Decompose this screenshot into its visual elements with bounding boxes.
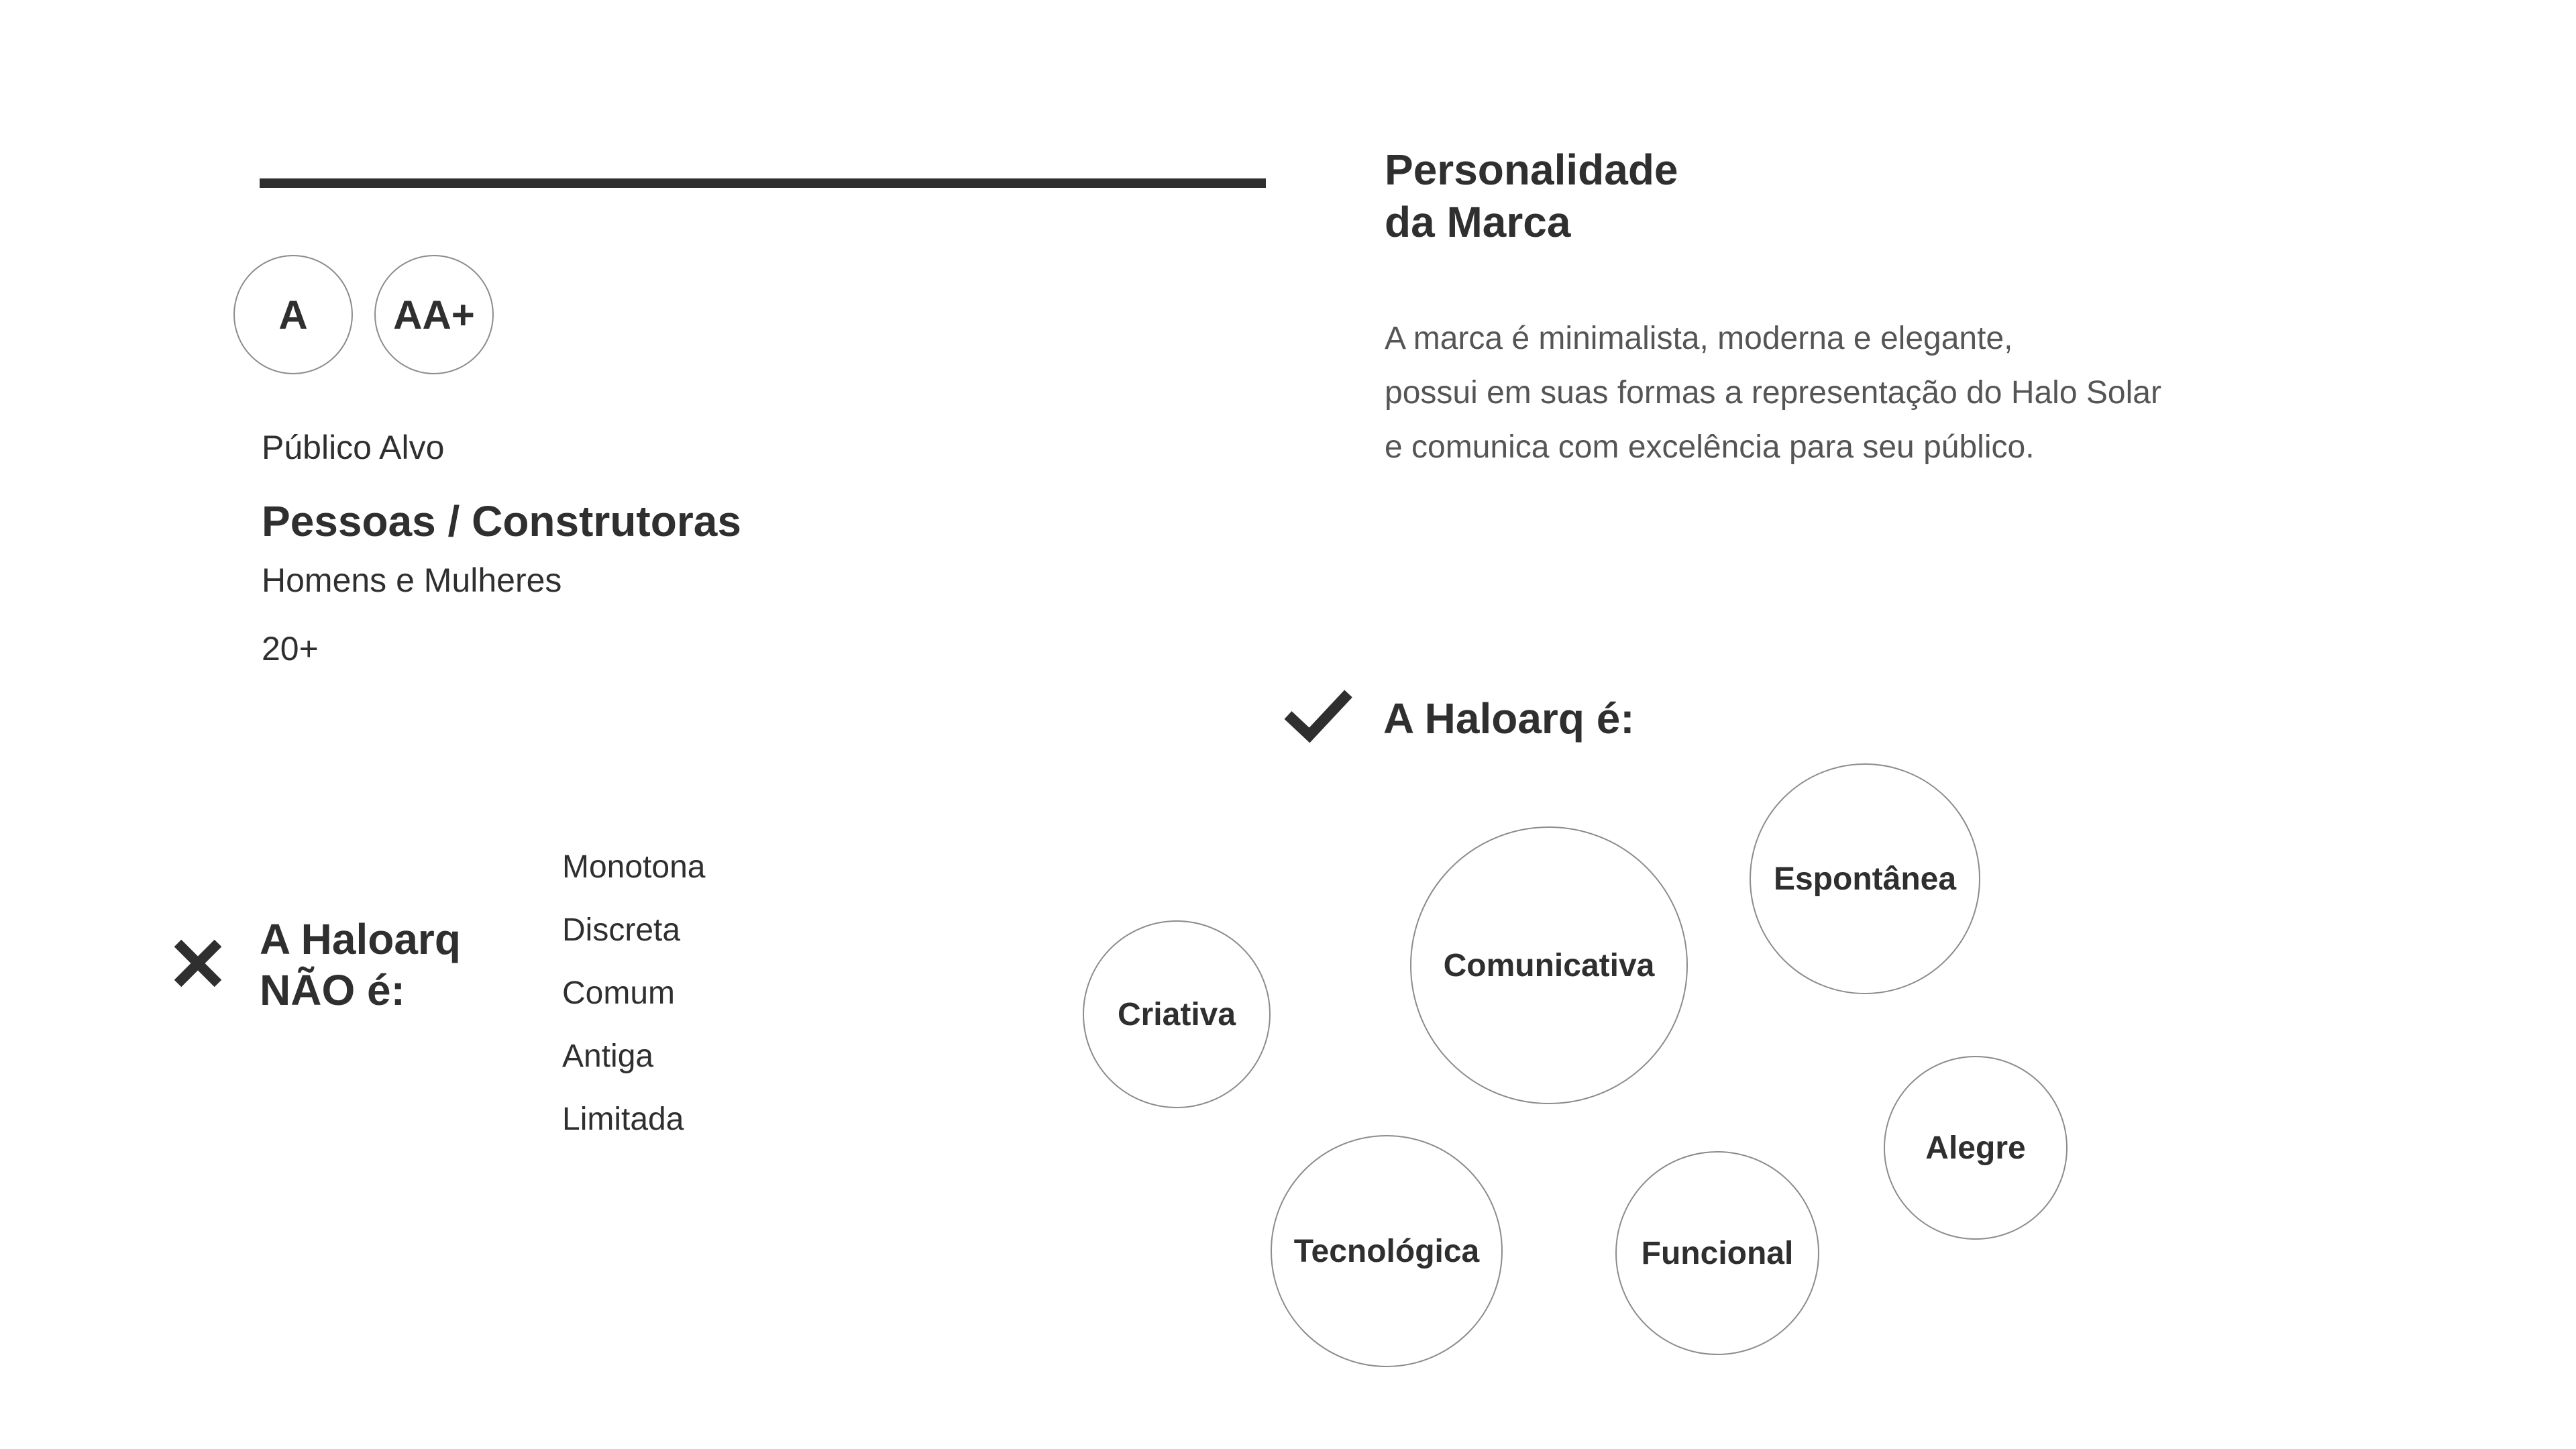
trait-bubble-espontanea: Espontânea [1750,763,1980,994]
personality-title-line1: Personalidade [1385,146,1678,194]
trait-bubble-criativa: Criativa [1083,920,1271,1108]
personality-desc-line2: possui em suas formas a representação do Halo Solar [1385,375,2161,411]
is-not-title [260,914,461,1016]
personality-title-line2: da Marca [1385,198,1571,246]
audience-title: Pessoas / Construtoras [262,497,741,545]
trait-bubble-tecnologica: Tecnológica [1271,1135,1503,1367]
trait-bubble-alegre: Alegre [1884,1056,2068,1240]
cross-icon [171,936,225,990]
audience-age: 20+ [262,630,319,667]
personality-desc-line3: e comunica com excelência para seu público. [1385,429,2035,465]
list-item: Antiga [562,1038,654,1074]
list-item: Limitada [562,1102,684,1137]
personality-desc-line1: A marca é minimalista, moderna e elegante, [1385,321,2013,356]
trait-bubble-comunicativa: Comunicativa [1410,826,1688,1104]
audience-gender: Homens e Mulheres [262,561,562,599]
contrast-badge-a: A [233,255,353,374]
top-divider [260,178,1266,188]
personality-description [1385,311,2324,474]
trait-bubble-funcional: Funcional [1615,1151,1819,1355]
is-not-title-line2: NÃO é: [260,966,405,1014]
is-title: A Haloarq é: [1383,694,1635,743]
is-not-title-line1: A Haloarq [260,915,461,963]
list-item: Monotona [562,849,706,885]
audience-label: Público Alvo [262,429,445,466]
personality-title [1385,144,1787,248]
is-not-list [562,836,706,1151]
check-icon [1281,684,1355,745]
list-item: Comum [562,975,676,1011]
contrast-badge-aa-plus: AA+ [374,255,494,374]
list-item: Discreta [562,912,681,948]
